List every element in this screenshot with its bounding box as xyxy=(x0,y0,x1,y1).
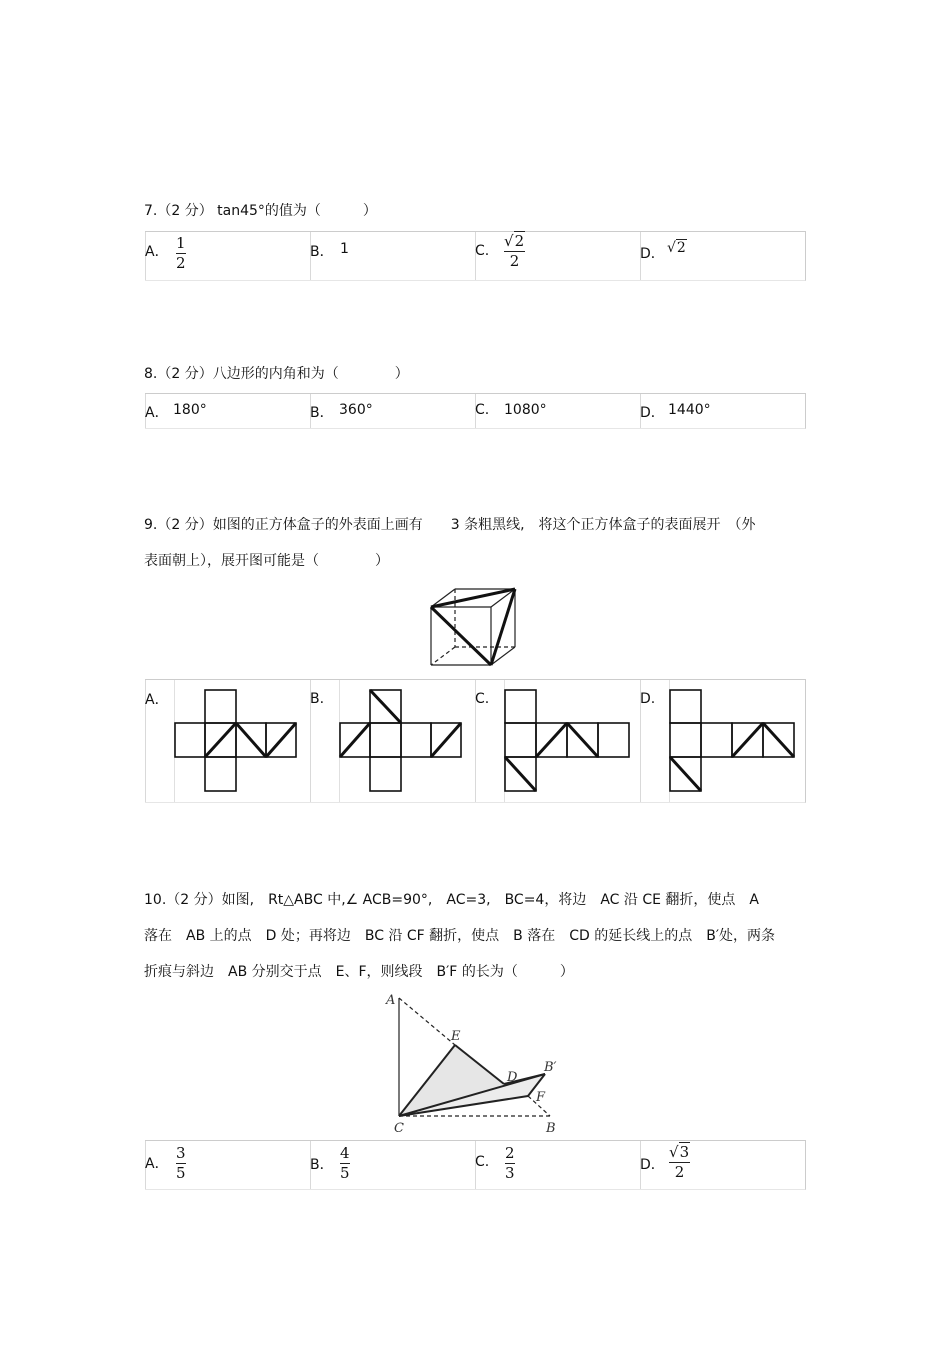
radicand: 2 xyxy=(676,240,686,256)
q8-option-c[interactable] xyxy=(475,394,640,428)
option-label: D． xyxy=(640,1157,665,1173)
denominator: 2 xyxy=(674,1163,685,1181)
fraction xyxy=(176,1145,186,1182)
fraction xyxy=(505,1145,515,1182)
denominator: 5 xyxy=(340,1164,350,1182)
q8-stem: 8.（2 分）八边形的内角和为（ ） xyxy=(144,366,409,382)
q7-option-a[interactable] xyxy=(145,232,310,280)
numerator: 2 xyxy=(505,1144,515,1162)
q9-options xyxy=(145,679,806,803)
option-label: D． xyxy=(640,246,665,262)
option-label: C. xyxy=(475,691,490,707)
numerator-sqrt: √3 xyxy=(669,1143,690,1161)
fraction xyxy=(669,1144,690,1181)
point-label-c: C xyxy=(394,1121,404,1136)
denominator: 2 xyxy=(509,252,520,270)
numerator: 1 xyxy=(176,234,186,252)
option-label: B． xyxy=(310,244,334,260)
point-label-b: B xyxy=(546,1121,556,1136)
q7-option-c[interactable] xyxy=(475,232,640,280)
q9-option-b[interactable] xyxy=(310,680,475,802)
fraction xyxy=(176,235,186,272)
q8-option-d[interactable] xyxy=(640,394,805,428)
q9-option-d[interactable] xyxy=(640,680,805,802)
net-diagram-d xyxy=(670,690,796,794)
net-diagram-b xyxy=(340,690,464,794)
numerator: 4 xyxy=(340,1144,350,1162)
numerator: 3 xyxy=(176,1144,186,1162)
fraction xyxy=(504,233,525,270)
cube-figure xyxy=(425,585,525,670)
option-value: 1440° xyxy=(668,402,711,418)
option-label: A． xyxy=(145,1156,169,1172)
q10-options xyxy=(145,1140,806,1190)
q10-option-b[interactable] xyxy=(310,1141,475,1189)
q10-option-a[interactable] xyxy=(145,1141,310,1189)
option-label: B. xyxy=(310,691,325,707)
point-label-b-prime: B′ xyxy=(544,1060,557,1075)
sqrt-expression: √2 xyxy=(667,240,686,256)
q8-option-b[interactable] xyxy=(310,394,475,428)
q7-options xyxy=(145,231,806,281)
q8-option-a[interactable] xyxy=(145,394,310,428)
option-label: B． xyxy=(310,405,334,421)
option-label: A． xyxy=(145,405,169,421)
option-label: A． xyxy=(145,692,169,708)
q10-stem-line-1: 10.（2 分）如图, Rt△ABC 中,∠ ACB=90°, AC=3, BC=4，将边 AC 沿 CE 翻折，使点 A xyxy=(144,892,759,908)
point-label-f: F xyxy=(536,1090,546,1105)
q7-option-b[interactable] xyxy=(310,232,475,280)
fraction xyxy=(340,1145,350,1182)
numerator-sqrt: √2 xyxy=(504,232,525,250)
option-value: 360° xyxy=(339,402,373,418)
bold-line xyxy=(431,607,491,665)
option-label: C. xyxy=(475,402,490,418)
q10-stem-line-3: 折痕与斜边 AB 分别交于点 E、F，则线段 B′F 的长为（ ） xyxy=(144,964,574,980)
q8-options xyxy=(145,393,806,429)
radicand: 3 xyxy=(679,1143,690,1161)
point-label-d: D xyxy=(507,1070,518,1085)
denominator: 5 xyxy=(176,1164,186,1182)
q9-stem-line-2: 表面朝上），展开图可能是（ ） xyxy=(144,553,389,569)
option-value: 1 xyxy=(340,241,349,257)
option-label: D． xyxy=(640,405,665,421)
radicand: 2 xyxy=(514,232,525,250)
denominator: 2 xyxy=(176,254,186,272)
net-diagram-c xyxy=(505,690,631,794)
option-value: 1080° xyxy=(504,402,547,418)
option-label: D. xyxy=(640,691,656,707)
bold-line xyxy=(491,589,515,665)
triangle-fold-figure xyxy=(380,990,570,1140)
q7-stem: 7.（2 分） tan45°的值为（ ） xyxy=(144,203,377,219)
option-label: C. xyxy=(475,1154,490,1170)
q9-option-a[interactable] xyxy=(145,680,310,802)
option-value: 180° xyxy=(173,402,207,418)
q7-option-d[interactable] xyxy=(640,232,805,280)
option-label: A． xyxy=(145,244,169,260)
point-label-a: A xyxy=(386,993,396,1008)
q10-option-c[interactable] xyxy=(475,1141,640,1189)
denominator: 3 xyxy=(505,1164,515,1182)
option-label: B． xyxy=(310,1157,334,1173)
net-diagram-a xyxy=(175,690,299,794)
q9-stem-line-1: 9.（2 分）如图的正方体盒子的外表面上画有 3 条粗黑线, 将这个正方体盒子的表面展开 （外 xyxy=(144,517,756,533)
q10-stem-line-2: 落在 AB 上的点 D 处；再将边 BC 沿 CF 翻折，使点 B 落在 CD 的延长线上的点 B′处，两条 xyxy=(144,928,776,944)
option-label: C. xyxy=(475,243,490,259)
q9-option-c[interactable] xyxy=(475,680,640,802)
q10-option-d[interactable] xyxy=(640,1141,805,1189)
point-label-e: E xyxy=(451,1029,461,1044)
